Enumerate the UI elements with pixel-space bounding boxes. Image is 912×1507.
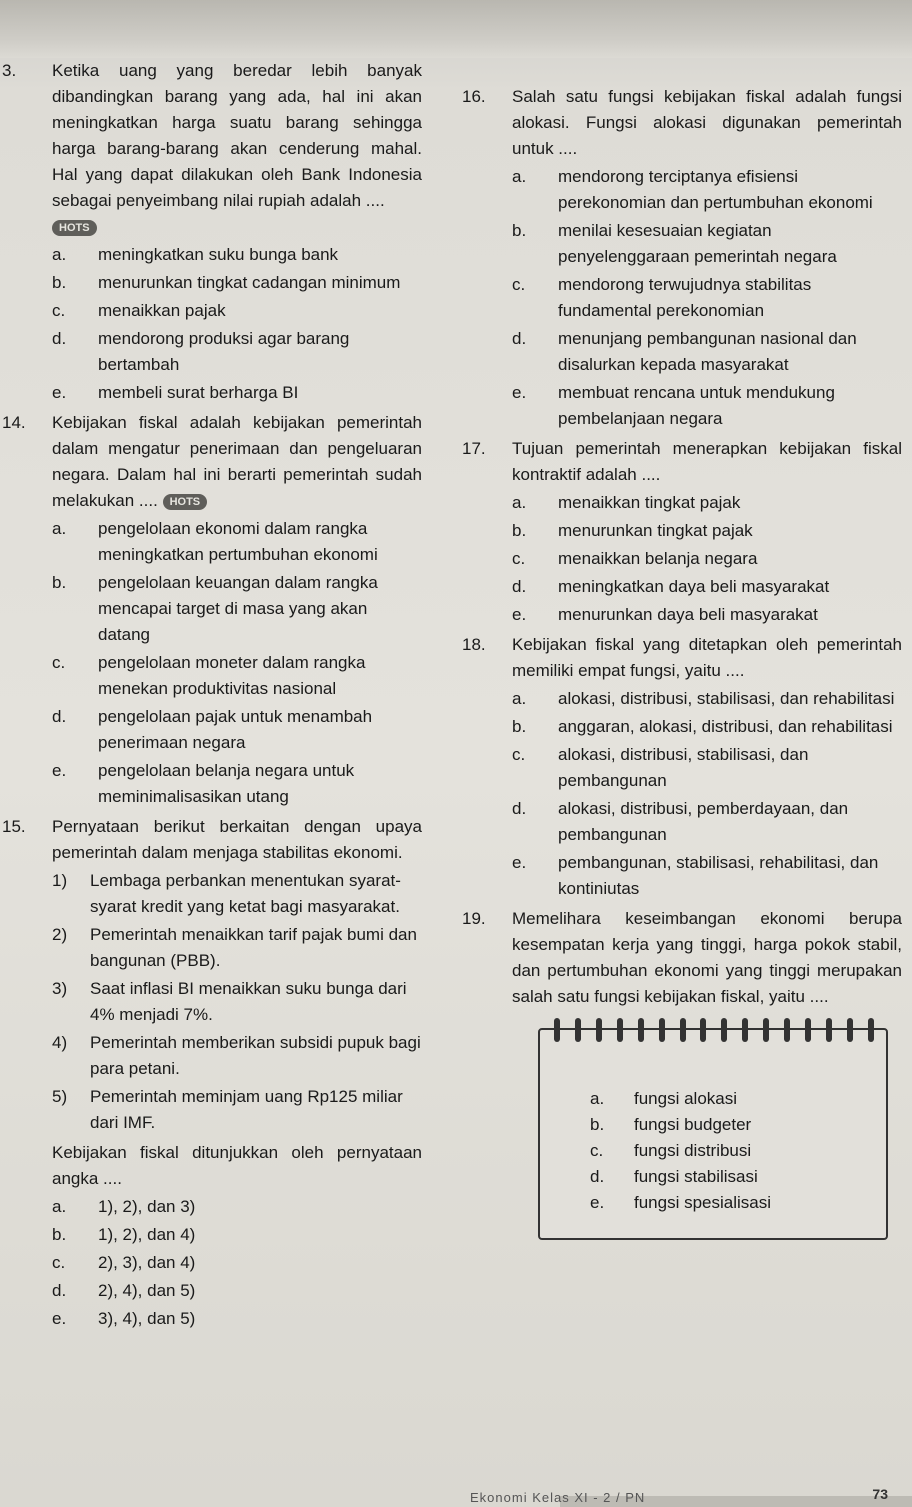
question-19 [462,906,902,1010]
option-e[interactable]: e. 3), 4), dan 5) [52,1309,196,1328]
ring-icon [742,1018,748,1042]
ring-icon [826,1018,832,1042]
ring-icon [805,1018,811,1042]
statement-4: 4) Pemerintah memberikan subsidi pupuk bagi para petani. [52,1033,421,1078]
option-a[interactable]: a. fungsi alokasi [590,1089,738,1108]
option-e[interactable]: e. fungsi spesialisasi [590,1193,772,1212]
question-prompt: Kebijakan fiskal ditunjukkan oleh pernyataan angka .... [52,1143,422,1188]
ring-icon [617,1018,623,1042]
option-a[interactable]: a. menaikkan tingkat pajak [512,493,741,512]
option-d[interactable]: d. alokasi, distribusi, pemberdayaan, dan pembangunan [512,799,849,844]
question-stem: Kebijakan fiskal adalah kebijakan pemerintah dalam mengatur penerimaan dan pengeluaran negara. Dalam hal ini berarti pemerintah sudah melakukan .... HOTS [52,413,422,510]
ring-icon [596,1018,602,1042]
notebook-rings [554,1018,874,1044]
hots-badge: HOTS [52,220,97,236]
option-a[interactable]: a. mendorong terciptanya efisiensi perekonomian dan pertumbuhan ekonomi [512,167,873,212]
question-stem: Kebijakan fiskal yang ditetapkan oleh pemerintah memiliki empat fungsi, yaitu .... [512,635,902,680]
question-number: 18. [462,635,486,654]
question-number: 3. [2,61,17,80]
option-c[interactable]: c. menaikkan belanja negara [512,549,758,568]
question-stem: Pernyataan berikut berkaitan dengan upaya pemerintah dalam menjaga stabilitas ekonomi. [52,817,422,862]
option-a[interactable]: a. pengelolaan ekonomi dalam rangka meningkatkan pertumbuhan ekonomi [52,519,378,564]
option-b[interactable]: b. anggaran, alokasi, distribusi, dan rehabilitasi [512,717,893,736]
option-d[interactable]: d. mendorong produksi agar barang bertambah [52,329,350,374]
option-d[interactable]: d. fungsi stabilisasi [590,1167,758,1186]
question-18 [462,632,902,902]
option-e[interactable]: e. menurunkan daya beli masyarakat [512,605,818,624]
question-number: 19. [462,909,486,928]
hots-badge: HOTS [163,494,208,510]
option-d[interactable]: d. menunjang pembangunan nasional dan disalurkan kepada masyarakat [512,329,857,374]
option-b[interactable]: b. fungsi budgeter [590,1115,752,1134]
question-number: 17. [462,439,486,458]
option-b[interactable]: b. menurunkan tingkat cadangan minimum [52,273,401,292]
question-14 [2,410,422,810]
ring-icon [575,1018,581,1042]
question-17 [462,436,902,628]
option-list [52,516,422,810]
option-c[interactable]: c. 2), 3), dan 4) [52,1253,196,1272]
statement-5: 5) Pemerintah meminjam uang Rp125 miliar dari IMF. [52,1087,403,1132]
option-e[interactable]: e. pembangunan, stabilisasi, rehabilitasi, dan kontiniutas [512,853,879,898]
question-15 [2,814,422,1332]
statement-list [52,868,422,1136]
option-e[interactable]: e. pengelolaan belanja negara untuk meminimalisasikan utang [52,761,355,806]
option-e[interactable]: e. membeli surat berharga BI [52,383,299,402]
ring-icon [659,1018,665,1042]
question-number: 14. [2,413,26,432]
option-list [52,242,422,406]
ring-icon [700,1018,706,1042]
statement-1: 1) Lembaga perbankan menentukan syarat-syarat kredit yang ketat bagi masyarakat. [52,871,401,916]
page-top-edge [0,0,912,58]
option-b[interactable]: b. 1), 2), dan 4) [52,1225,196,1244]
ring-icon [638,1018,644,1042]
ring-icon [763,1018,769,1042]
option-list [512,164,902,432]
ring-icon [721,1018,727,1042]
option-e[interactable]: e. membuat rencana untuk mendukung pembelanjaan negara [512,383,835,428]
ring-icon [868,1018,874,1042]
question-number: 16. [462,87,486,106]
page-number: 73 [872,1486,888,1502]
option-a[interactable]: a. alokasi, distribusi, stabilisasi, dan rehabilitasi [512,689,895,708]
question-3 [2,58,422,406]
notebook-answer-box [538,1028,888,1240]
option-c[interactable]: c. menaikkan pajak [52,301,226,320]
option-b[interactable]: b. menilai kesesuaian kegiatan penyelenggaraan pemerintah negara [512,221,837,266]
option-list [512,686,902,902]
right-column [462,84,902,1240]
question-stem: Memelihara keseimbangan ekonomi berupa kesempatan kerja yang tinggi, harga pokok stabil, dan pertumbuhan ekonomi yang tinggi merupakan salah satu fungsi kebijakan fiskal, yaitu .... [512,909,902,1006]
page-footer: Ekonomi Kelas XI - 2 / PN [470,1490,646,1505]
left-column [2,58,422,1336]
ring-icon [554,1018,560,1042]
option-list [512,490,902,628]
option-c[interactable]: c. pengelolaan moneter dalam rangka menekan produktivitas nasional [52,653,366,698]
option-d[interactable]: d. pengelolaan pajak untuk menambah penerimaan negara [52,707,373,752]
option-list [52,1194,422,1332]
question-number: 15. [2,817,26,836]
option-c[interactable]: c. alokasi, distribusi, stabilisasi, dan pembangunan [512,745,809,790]
question-stem: Tujuan pemerintah menerapkan kebijakan fiskal kontraktif adalah .... [512,439,902,484]
option-b[interactable]: b. menurunkan tingkat pajak [512,521,753,540]
option-b[interactable]: b. pengelolaan keuangan dalam rangka mencapai target di masa yang akan datang [52,573,378,644]
question-stem: Ketika uang yang beredar lebih banyak dibandingkan barang yang ada, hal ini akan meningkatkan harga suatu barang sehingga harga barang-barang akan cenderung mahal. Hal yang dapat dilakukan oleh Bank Indonesia sebagai penyeimbang nilai rupiah adalah .... HOTS [52,61,422,234]
option-c[interactable]: c. fungsi distribusi [590,1141,752,1160]
ring-icon [847,1018,853,1042]
option-a[interactable]: a. 1), 2), dan 3) [52,1197,196,1216]
question-stem: Salah satu fungsi kebijakan fiskal adalah fungsi alokasi. Fungsi alokasi digunakan pemerintah untuk .... [512,87,902,158]
option-list [590,1086,771,1216]
question-16 [462,84,902,432]
statement-3: 3) Saat inflasi BI menaikkan suku bunga dari 4% menjadi 7%. [52,979,407,1024]
option-d[interactable]: d. 2), 4), dan 5) [52,1281,196,1300]
option-c[interactable]: c. mendorong terwujudnya stabilitas fundamental perekonomian [512,275,812,320]
ring-icon [784,1018,790,1042]
option-a[interactable]: a. meningkatkan suku bunga bank [52,245,339,264]
ring-icon [680,1018,686,1042]
statement-2: 2) Pemerintah menaikkan tarif pajak bumi dan bangunan (PBB). [52,925,417,970]
option-d[interactable]: d. meningkatkan daya beli masyarakat [512,577,830,596]
